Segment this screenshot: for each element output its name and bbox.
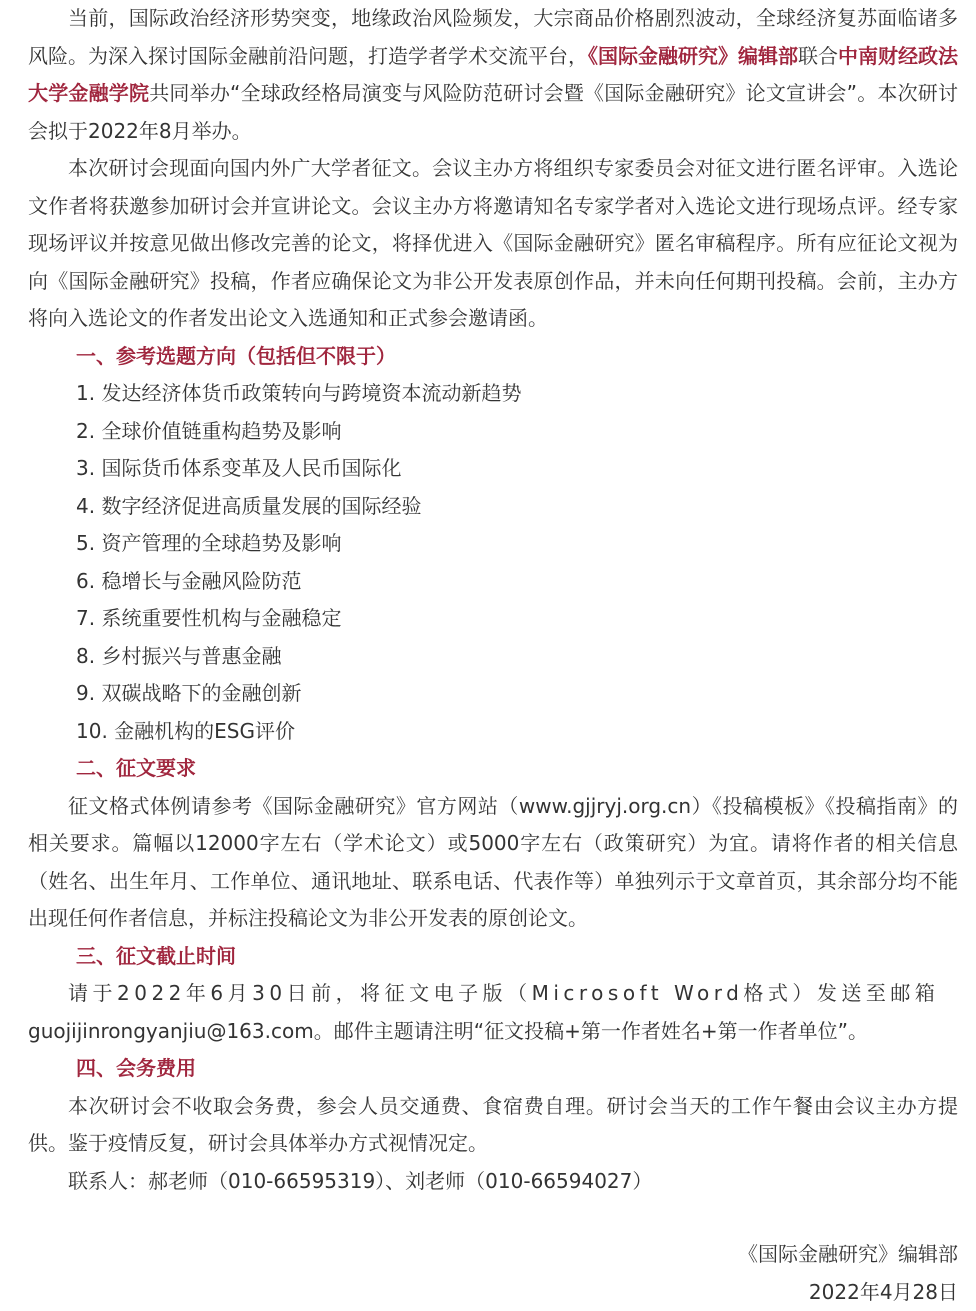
section-heading-topics: 一、参考选题方向（包括但不限于） xyxy=(28,338,958,376)
intro-paragraph-1 xyxy=(28,0,958,150)
section-heading-fees: 四、会务费用 xyxy=(28,1050,958,1088)
signature-block xyxy=(28,1236,958,1311)
intro-text-1: 当前，国际政治经济形势突变，地缘政治风险频发，大宗商品价格剧烈波动，全球经济复苏面临诸多风险。为深入探讨国际金融前沿问题，打造学者学术交流平台， xyxy=(28,6,958,68)
section-heading-deadline: 三、征文截止时间 xyxy=(28,938,958,976)
topic-item: 3. 国际货币体系变革及人民币国际化 xyxy=(28,450,958,488)
signature-date: 2022年4月28日 xyxy=(28,1274,958,1311)
topic-item: 5. 资产管理的全球趋势及影响 xyxy=(28,525,958,563)
topic-item: 10. 金融机构的ESG评价 xyxy=(28,713,958,751)
contact-paragraph: 联系人：郝老师（010-66595319）、刘老师（010-66594027） xyxy=(28,1163,958,1201)
intro-text-3: 共同举办“全球政经格局演变与风险防范研讨会暨《国际金融研究》论文宣讲会”。本次研讨会拟于2022年8月举办。 xyxy=(28,81,958,143)
topic-list xyxy=(28,375,958,750)
requirements-paragraph: 征文格式体例请参考《国际金融研究》官方网站（www.gjjryj.org.cn）《投稿模板》《投稿指南》的相关要求。篇幅以12000字左右（学术论文）或5000字左右（政策研究）为宜。请将作者的相关信息（姓名、出生年月、工作单位、通讯地址、联系电话、代表作等）单独列示于文章首页，其余部分均不能出现任何作者信息，并标注投稿论文为非公开发表的原创论文。 xyxy=(28,788,958,938)
fees-paragraph: 本次研讨会不收取会务费，参会人员交通费、食宿费自理。研讨会当天的工作午餐由会议主办方提供。鉴于疫情反复，研讨会具体举办方式视情况定。 xyxy=(28,1088,958,1163)
signature-org: 《国际金融研究》编辑部 xyxy=(28,1236,958,1274)
topic-item: 6. 稳增长与金融风险防范 xyxy=(28,563,958,601)
topic-item: 4. 数字经济促进高质量发展的国际经验 xyxy=(28,488,958,526)
deadline-paragraph-line1: 请于2022年6月30日前，将征文电子版（Microsoft Word格式）发送至邮箱 xyxy=(28,975,958,1013)
deadline-paragraph-line2: guojijinrongyanjiu@163.com。邮件主题请注明“征文投稿+第一作者姓名+第一作者单位”。 xyxy=(28,1013,958,1051)
intro-paragraph-2: 本次研讨会现面向国内外广大学者征文。会议主办方将组织专家委员会对征文进行匿名评审。入选论文作者将获邀参加研讨会并宣讲论文。会议主办方将邀请知名专家学者对入选论文进行现场点评。经专家现场评议并按意见做出修改完善的论文，将择优进入《国际金融研究》匿名审稿程序。所有应征论文视为向《国际金融研究》投稿，作者应确保论文为非公开发表原创作品，并未向任何期刊投稿。会前，主办方将向入选论文的作者发出论文入选通知和正式参会邀请函。 xyxy=(28,150,958,338)
topic-item: 8. 乡村振兴与普惠金融 xyxy=(28,638,958,676)
topic-item: 1. 发达经济体货币政策转向与跨境资本流动新趋势 xyxy=(28,375,958,413)
section-heading-requirements: 二、征文要求 xyxy=(28,750,958,788)
journal-editorial-name: 《国际金融研究》编辑部 xyxy=(588,44,798,68)
topic-item: 9. 双碳战略下的金融创新 xyxy=(28,675,958,713)
school-name: 中南财经政法大学金融学院 xyxy=(28,44,958,106)
intro-text-2: 联合 xyxy=(798,44,838,68)
topic-item: 7. 系统重要性机构与金融稳定 xyxy=(28,600,958,638)
topic-item: 2. 全球价值链重构趋势及影响 xyxy=(28,413,958,451)
